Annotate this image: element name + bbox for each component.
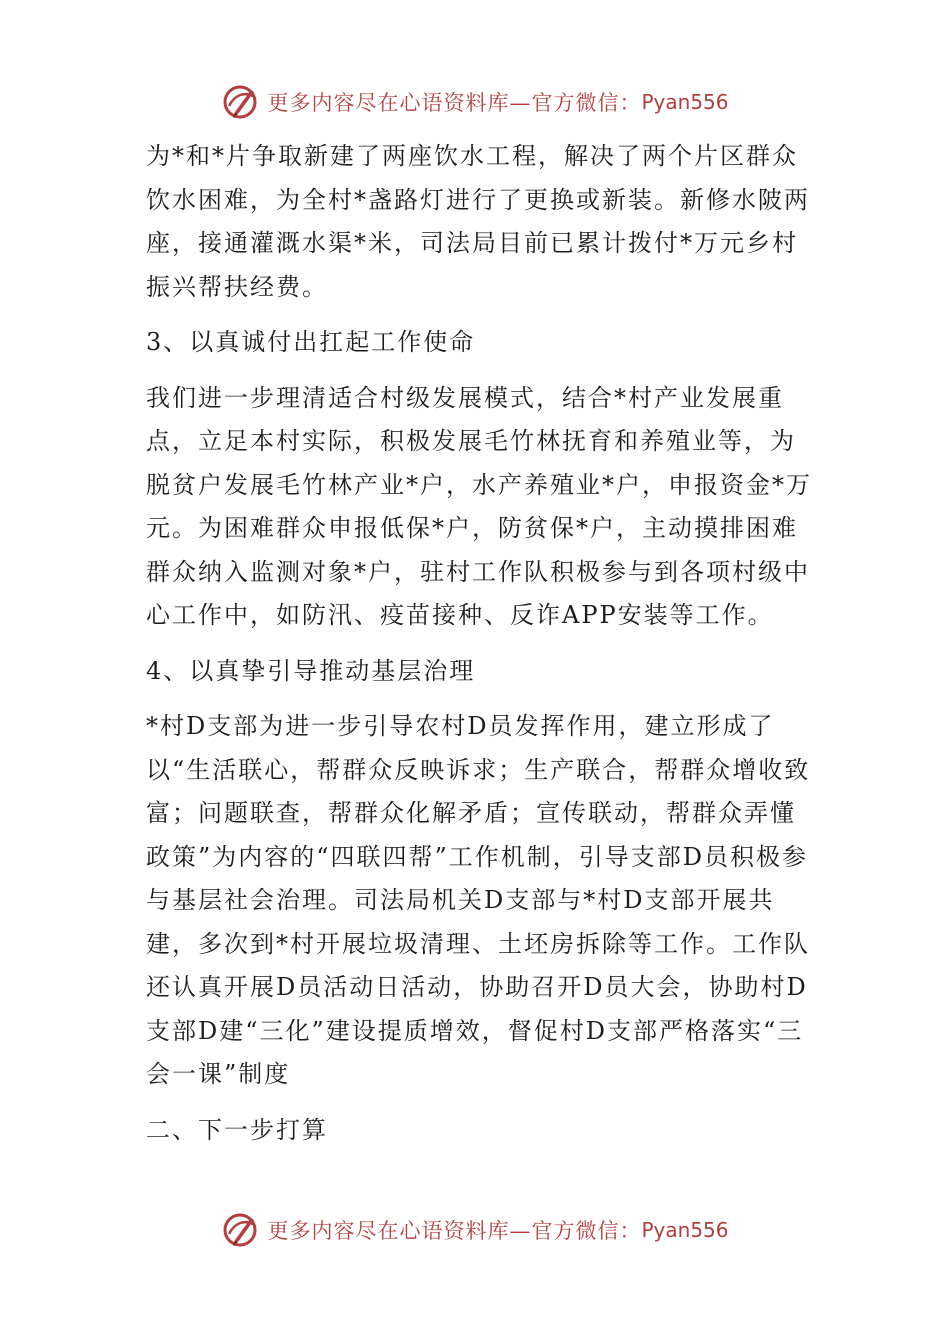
paragraph-industry-development: 我们进一步理清适合村级发展模式，结合*村产业发展重点，立足本村实际，积极发展毛竹林抚育和养殖业等，为脱贫户发展毛竹林产业*户，水产养殖业*户，申报资金*万元。为困难群众申报低保*户，防贫保*户，主动摸排困难群众纳入监测对象*户，驻村工作队积极参与到各项村级中心工作中，如防汛、疫苗接种、反诈APP安装等工作。: [146, 383, 812, 629]
section-heading-3: 3、以真诚付出扛起工作使命: [146, 328, 476, 356]
paragraph-water-projects: 为*和*片争取新建了两座饮水工程，解决了两个片区群众饮水困难，为全村*盏路灯进行了更换或新装。新修水陂两座，接通灌溉水渠*米，司法局目前已累计拨付*万元乡村振兴帮扶经费。: [146, 142, 810, 301]
section-heading-4: 4、以真挚引导推动基层治理: [146, 656, 476, 685]
header-watermark: [0, 80, 950, 124]
watermark-contact: Pyan556: [641, 90, 729, 114]
pen-swirl-logo-icon: [221, 82, 261, 122]
section-heading-next-steps: 二、下一步打算: [146, 1115, 328, 1144]
paragraph-grassroots-governance: *村D支部为进一步引导农村D员发挥作用，建立形成了以“生活联心，帮群众反映诉求；生产联合，帮群众增收致富；问题联查，帮群众化解矛盾；宣传联动，帮群众弄懂政策”为内容的“四联四帮”工作机制，引导支部D员积极参与基层社会治理。司法局机关D支部与*村D支部开展共建，多次到*村开展垃圾清理、土坯房拆除等工作。工作队还认真开展D员活动日活动，协助召开D员大会，协助村D支部D建“三化”建设提质增效，督促村D支部严格落实“三会一课”制度: [146, 712, 811, 1088]
watermark-text: 更多内容尽在心语资料库—官方微信：: [267, 91, 642, 115]
pen-swirl-logo-icon: [221, 1210, 261, 1250]
document-body: [146, 135, 816, 1164]
watermark-text: 更多内容尽在心语资料库—官方微信：: [267, 1219, 642, 1243]
watermark-contact: Pyan556: [641, 1218, 729, 1242]
footer-watermark: [0, 1208, 950, 1252]
